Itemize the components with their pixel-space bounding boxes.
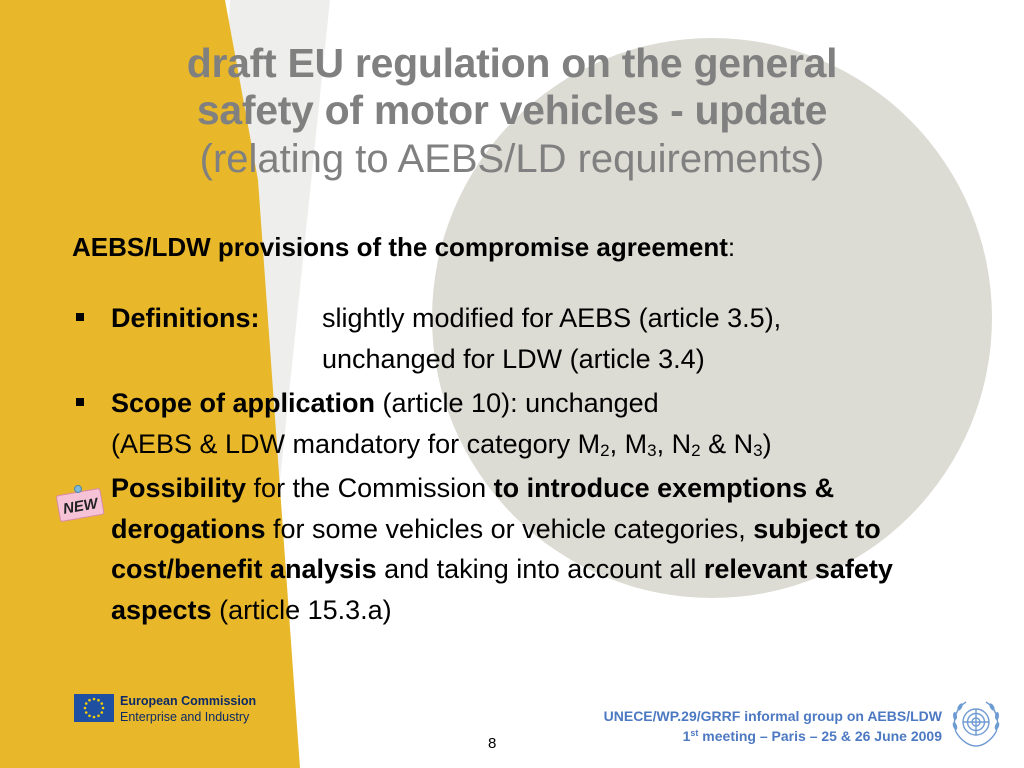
footer-org-line-1: UNECE/WP.29/GRRF informal group on AEBS/LDW <box>603 708 942 724</box>
new-sticker-label: NEW <box>61 495 100 518</box>
bullet-possibility <box>72 468 992 630</box>
slide-title-block <box>100 40 924 184</box>
section-heading-text: AEBS/LDW provisions of the compromise agreement <box>72 232 728 262</box>
eu-flag-icon <box>74 694 114 722</box>
scope-line-2: (AEBS & LDW mandatory for category $M_2$, $M_3$, $N_2$ & $N_3$) <box>111 428 772 460</box>
bullet-list <box>72 298 992 634</box>
bullet-definitions <box>72 298 992 379</box>
ec-logo <box>74 692 274 728</box>
possibility-text: Possibility for the Commission to introduce exemptions & derogations for some vehicles or vehicle categories, subject to cost/benefit analysis and taking into account all relevant safety aspects (article 15.3.a) <box>111 473 893 625</box>
definitions-line-1: slightly modified for AEBS (article 3.5), <box>322 303 782 333</box>
footer-org-line-2: 1st meeting – Paris – 25 & 26 June 2009 <box>682 728 942 744</box>
ec-name: European Commission <box>120 694 257 708</box>
bullet-scope <box>72 383 992 464</box>
scope-text: (article 10): unchanged <box>375 388 659 418</box>
un-emblem-icon <box>948 698 1004 750</box>
ec-department: Enterprise and Industry <box>120 710 250 724</box>
bullet-marker <box>76 398 84 406</box>
footer-organisation <box>502 706 942 746</box>
scope-term: Scope of application <box>111 388 376 418</box>
title-line-1: draft EU regulation on the general <box>186 40 838 86</box>
slide-subtitle: (relating to AEBS/LD requirements) <box>199 137 825 181</box>
definitions-term: Definitions: <box>111 303 260 333</box>
section-heading-colon: : <box>727 232 736 262</box>
page-number: 8 <box>488 735 497 752</box>
title-line-2: safety of motor vehicles - update <box>196 87 828 133</box>
bullet-marker <box>76 313 84 321</box>
section-heading <box>72 232 735 263</box>
definitions-line-2: unchanged for LDW (article 3.4) <box>322 343 705 374</box>
